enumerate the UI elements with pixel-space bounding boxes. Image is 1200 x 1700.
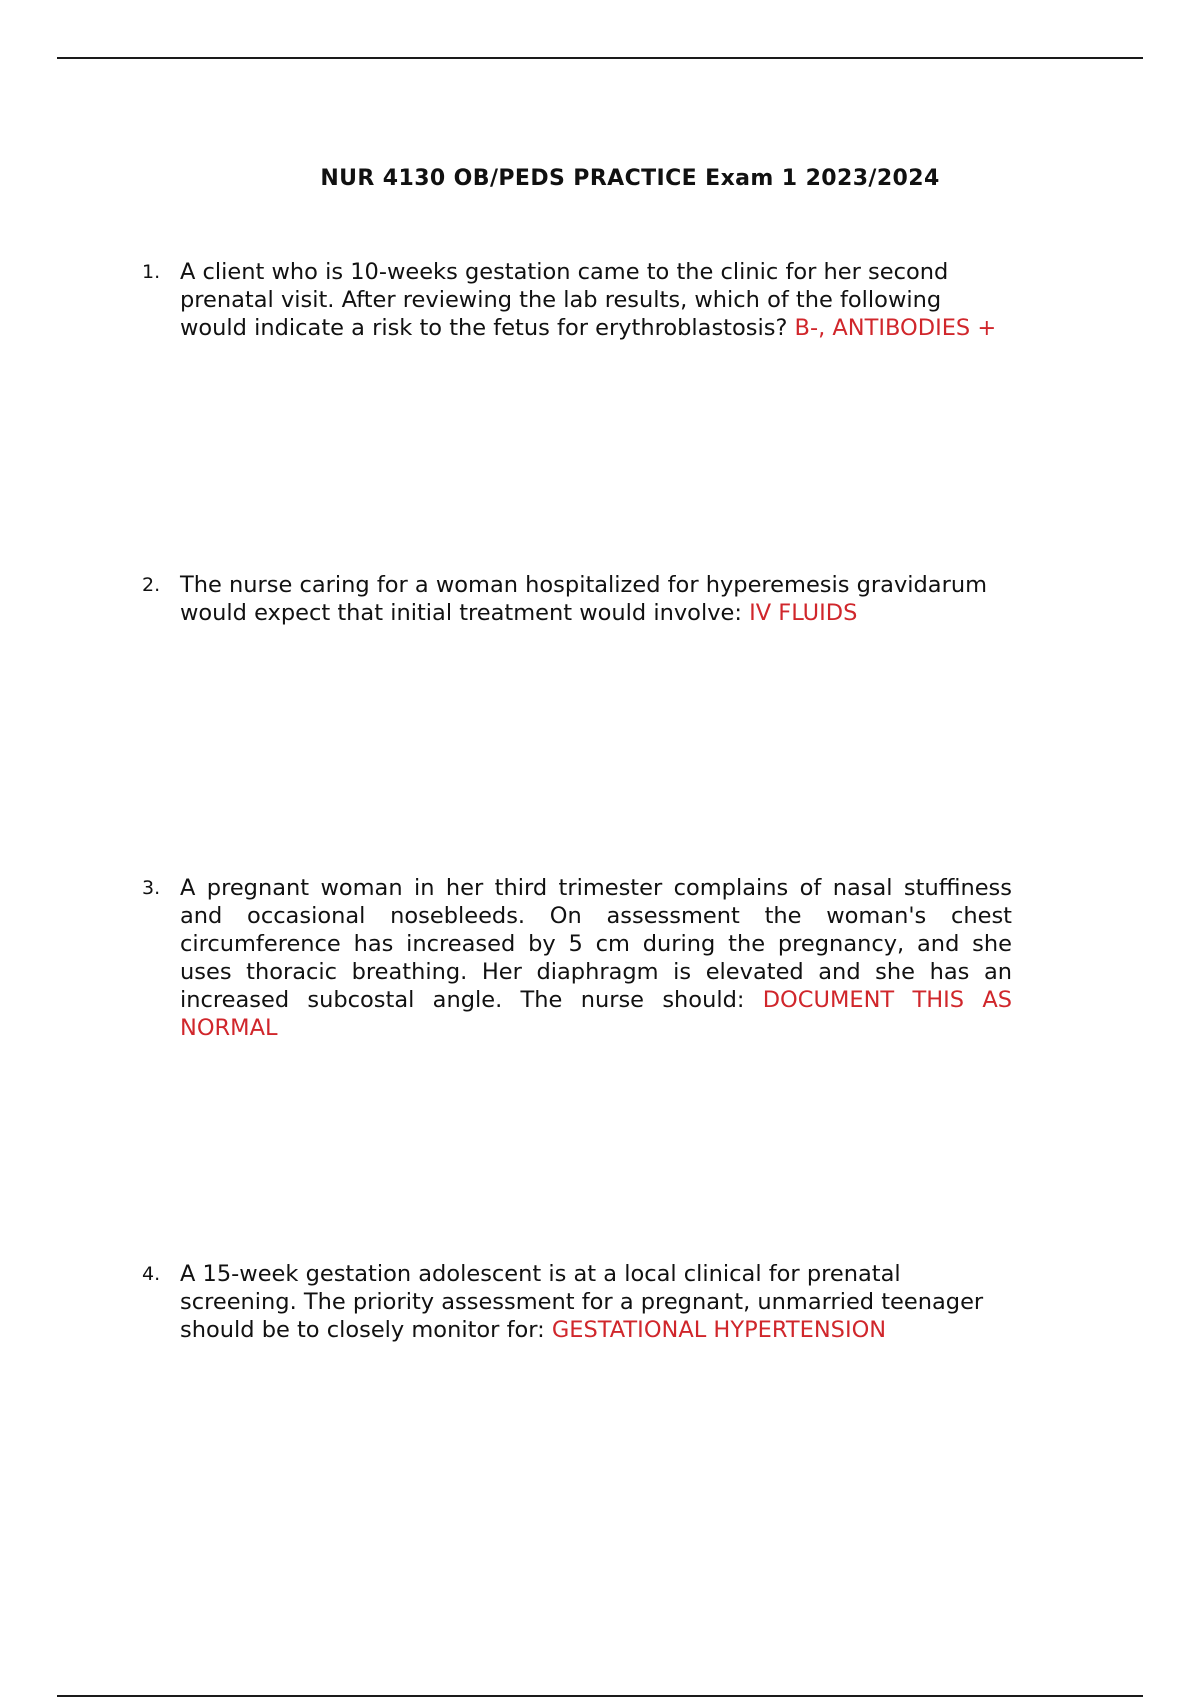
bottom-rule xyxy=(57,1695,1143,1697)
question-text: A pregnant woman in her third trimester complains of nasal stuffiness and occasional nosebleeds. On assessment the woman's chest circumference has increased by 5 cm during the pregnancy, and she uses thoracic breathing. Her diaphragm is elevated and she has an increased subcostal angle. The nurse should: xyxy=(180,875,1012,1013)
question-number: 3. xyxy=(142,877,161,899)
question-text: A client who is 10-weeks gestation came to the clinic for her second prenatal visit. After reviewing the lab results, which of the following would indicate a risk to the fetus for erythroblastosis? xyxy=(180,259,949,341)
question-number: 2. xyxy=(142,574,161,596)
question-4 xyxy=(142,1260,1012,1344)
question-answer: DOCUMENT THIS AS NORMAL xyxy=(180,987,1012,1041)
question-text: A 15-week gestation adolescent is at a local clinical for prenatal screening. The priority assessment for a pregnant, unmarried teenager should be to closely monitor for: xyxy=(180,1261,984,1343)
question-2 xyxy=(142,571,1012,627)
question-body xyxy=(180,258,1012,342)
question-number: 1. xyxy=(142,261,161,283)
question-number: 4. xyxy=(142,1263,161,1285)
question-3 xyxy=(142,874,1012,1042)
top-rule xyxy=(57,57,1143,59)
question-1 xyxy=(142,258,1012,342)
question-body xyxy=(180,874,1012,1042)
document-title: NUR 4130 OB/PEDS PRACTICE Exam 1 2023/2024 xyxy=(320,166,940,191)
question-answer: GESTATIONAL HYPERTENSION xyxy=(551,1317,887,1343)
question-body xyxy=(180,1260,1012,1344)
question-body xyxy=(180,571,1012,627)
question-text: The nurse caring for a woman hospitalized for hyperemesis gravidarum would expect that initial treatment would involve: xyxy=(180,572,988,626)
question-answer: IV FLUIDS xyxy=(749,600,858,626)
question-answer: B-, ANTIBODIES + xyxy=(794,315,997,341)
